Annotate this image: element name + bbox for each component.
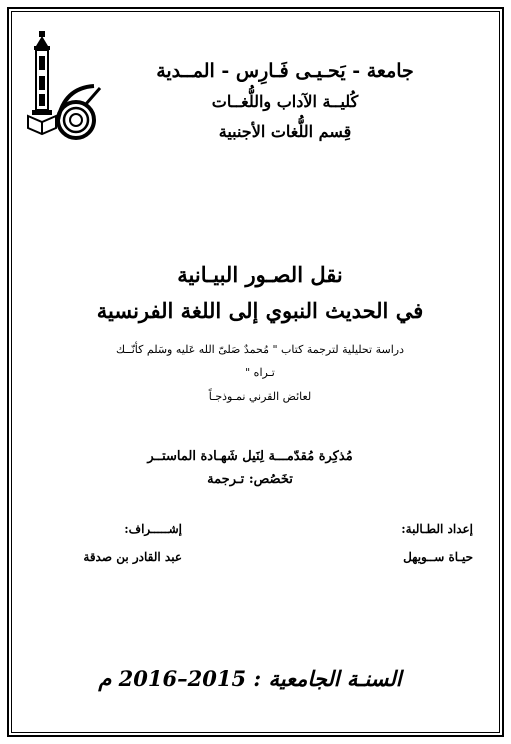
memo-statement: مُذكِرة مُقدّمـــة لِنَيل شَهـادة الماستــر [147,449,353,464]
thesis-title-line1: نقل الصـور البيـانية [177,262,343,287]
academic-year: السنـة الجامعية : 2015–2016 م [98,666,402,691]
student-name: حيـاة ســويهل [403,550,473,564]
supervisor-label: إشـــــراف: [124,522,182,536]
supervisor-name: عبد القادر بن صدقة [83,550,182,564]
faculty-name: كُليــة الآداب واللُّغــات [211,92,359,111]
thesis-title-line2: في الحديث النبوي إلى اللغة الفرنسية [96,298,424,323]
department-name: قِسم اللُّغات الأجنبية [218,122,352,141]
subtitle-line1: دراسة تحليلية لترجمة كتاب " مُحمدٌ صَلىّ الله عَليه وسَلم كأنّــك [116,343,404,356]
subtitle-line3: لعائض القرني نمـوذجـاً [208,390,312,403]
university-name: جامعة - يَحـيـى فَـارِس - المــدية [156,60,414,82]
subtitle-line2: تـراه " [245,366,275,379]
prepared-by-label: إعداد الطـالبة: [401,522,473,536]
university-logo-icon [24,28,104,148]
specialty: تخَصُص: تـرجمة [207,472,293,487]
